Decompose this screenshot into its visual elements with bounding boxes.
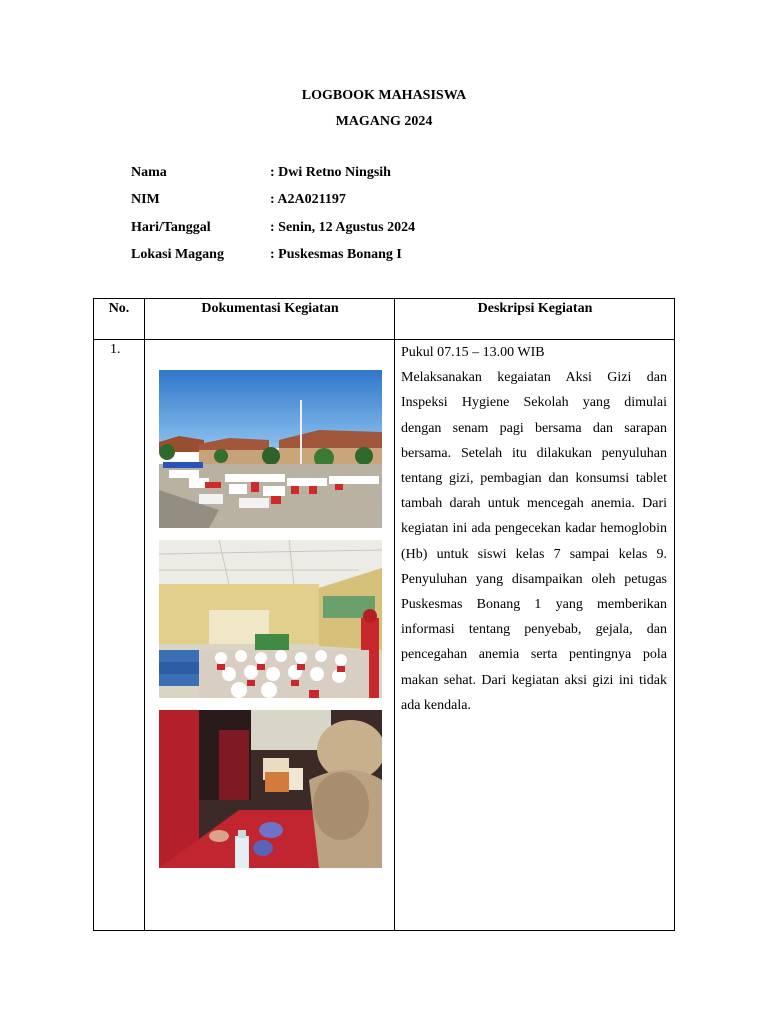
info-value: : Puskesmas Bonang I <box>270 247 402 262</box>
header-no: No. <box>108 301 130 316</box>
table-border-right <box>674 298 675 931</box>
logbook-title: LOGBOOK MAHASISWA <box>301 88 467 103</box>
table-border-left <box>93 298 94 931</box>
logbook-table <box>93 298 675 931</box>
info-label: NIM <box>131 192 160 207</box>
logbook-subtitle: MAGANG 2024 <box>335 114 433 129</box>
photo-pengecekan-hb <box>159 710 382 868</box>
info-label: Nama <box>131 165 167 180</box>
photo-penyuluhan-gizi <box>159 540 382 698</box>
info-value: : Dwi Retno Ningsih <box>270 165 391 180</box>
table-border-bottom <box>93 930 675 931</box>
info-value: : A2A021197 <box>270 192 346 207</box>
row-number: 1. <box>110 342 121 357</box>
info-label: Hari/Tanggal <box>131 220 211 235</box>
activity-description <box>401 340 667 718</box>
activity-description-text: Melaksanakan kegaiatan Aksi Gizi dan Inspeksi Hygiene Sekolah yang dimulai dengan senam pagi bersama dan sarapan bersama. Setelah itu dilakukan penyuluhan tentang gizi, pembagian dan konsumsi tablet tambah darah untuk mencegah anemia. Dari kegiatan ini ada pengecekan kadar hemoglobin (Hb) untuk siswi kelas 7 sampai kelas 9. Penyuluhan yang disampaikan oleh petugas Puskesmas Bonang 1 yang memberikan informasi tentang penyebab, gejala, dan pencegahan anemia serta pentingnya pola makan sehat. Dari kegiatan aksi gizi ini tidak ada kendala. <box>401 370 667 713</box>
header-deskripsi: Deskripsi Kegiatan <box>477 301 593 316</box>
header-dokumentasi: Dokumentasi Kegiatan <box>201 301 339 316</box>
table-col-divider <box>394 298 395 931</box>
table-col-divider <box>144 298 145 931</box>
info-label: Lokasi Magang <box>131 247 224 262</box>
activity-time: Pukul 07.15 – 13.00 WIB <box>401 345 545 360</box>
photo-senam-pagi <box>159 370 382 528</box>
info-value: : Senin, 12 Agustus 2024 <box>270 220 416 235</box>
